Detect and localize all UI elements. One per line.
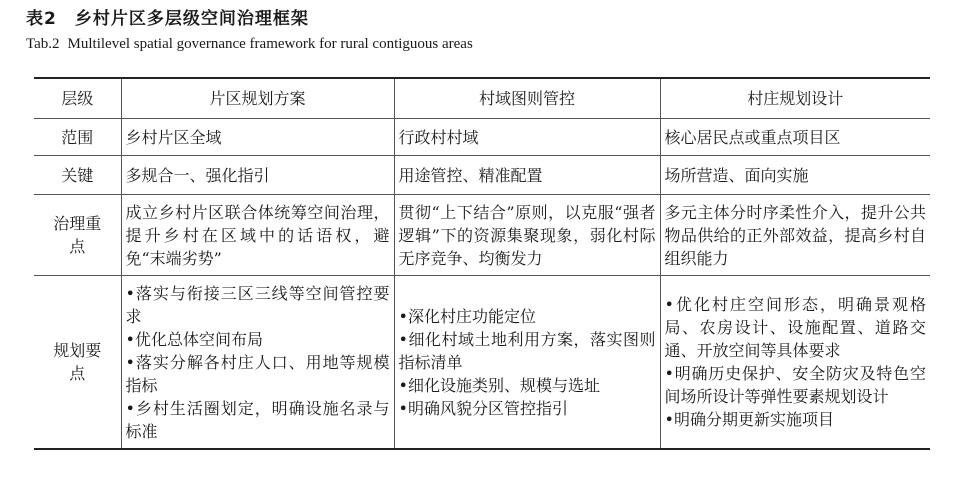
cell-points-village-map — [394, 276, 660, 450]
header-level: 层级 — [34, 78, 121, 119]
list-item: •落实分解各村庄人口、用地等规模指标 — [125, 352, 390, 395]
header-village-design: 村庄规划设计 — [660, 78, 930, 119]
list-item: •细化村域土地利用方案，落实图则指标清单 — [398, 329, 656, 372]
row-label-scope: 范围 — [34, 119, 121, 156]
table-row-planning-points — [34, 276, 930, 450]
row-label-planning-points: 规划要点 — [34, 276, 121, 450]
list-item: •明确分期更新实施项目 — [664, 410, 834, 429]
header-area-plan: 片区规划方案 — [121, 78, 394, 119]
list-item: •乡村生活圈划定，明确设施名录与标准 — [125, 398, 390, 441]
header-village-map-control: 村域图则管控 — [394, 78, 660, 119]
table-row-governance-focus — [34, 195, 930, 276]
table-caption-cn: 乡村片区多层级空间治理框架 — [74, 9, 309, 29]
cell-key-area-plan: 多规合一、强化指引 — [121, 156, 394, 195]
cell-key-village-map: 用途管控、精准配置 — [394, 156, 660, 195]
list-item: •优化总体空间布局 — [125, 329, 263, 349]
cell-focus-village-map: 贯彻“上下结合”原则，以克服“强者逻辑”下的资源集聚现象，弱化村际无序竞争、均衡发力 — [394, 195, 660, 276]
list-item: •明确历史保护、安全防灾及特色空间场所设计等弹性要素规划设计 — [664, 364, 926, 406]
table-row-scope — [34, 119, 930, 156]
list-item: •细化设施类别、规模与选址 — [398, 375, 600, 395]
cell-scope-area-plan: 乡村片区全域 — [121, 119, 394, 156]
table-row-key — [34, 156, 930, 195]
table-number-en: Tab.2 — [26, 36, 60, 52]
list-item: •明确风貌分区管控指引 — [398, 398, 568, 418]
cell-scope-village-design: 核心居民点或重点项目区 — [660, 119, 930, 156]
table-title-cn — [26, 4, 309, 29]
cell-points-village-design — [660, 276, 930, 450]
list-item: •优化村庄空间形态，明确景观格局、农房设计、设施配置、道路交通、开放空间等具体要求 — [664, 295, 926, 360]
cell-focus-village-design: 多元主体分时序柔性介入，提升公共物品供给的正外部效益，提高乡村自组织能力 — [660, 195, 930, 276]
table-header-row — [34, 78, 930, 119]
table-caption-en: Multilevel spatial governance framework for rural contiguous areas — [67, 36, 473, 52]
table-number-cn: 表2 — [26, 9, 57, 29]
list-item: •深化村庄功能定位 — [398, 306, 536, 326]
cell-focus-area-plan: 成立乡村片区联合体统筹空间治理，提升乡村在区域中的话语权，避免“末端劣势” — [121, 195, 394, 276]
row-label-governance-focus: 治理重点 — [34, 195, 121, 276]
cell-points-area-plan — [121, 276, 394, 450]
cell-key-village-design: 场所营造、面向实施 — [660, 156, 930, 195]
list-item: •落实与衔接三区三线等空间管控要求 — [125, 283, 390, 326]
table-title-en — [26, 36, 473, 53]
row-label-key: 关键 — [34, 156, 121, 195]
cell-scope-village-map: 行政村村域 — [394, 119, 660, 156]
governance-framework-table — [34, 77, 930, 450]
